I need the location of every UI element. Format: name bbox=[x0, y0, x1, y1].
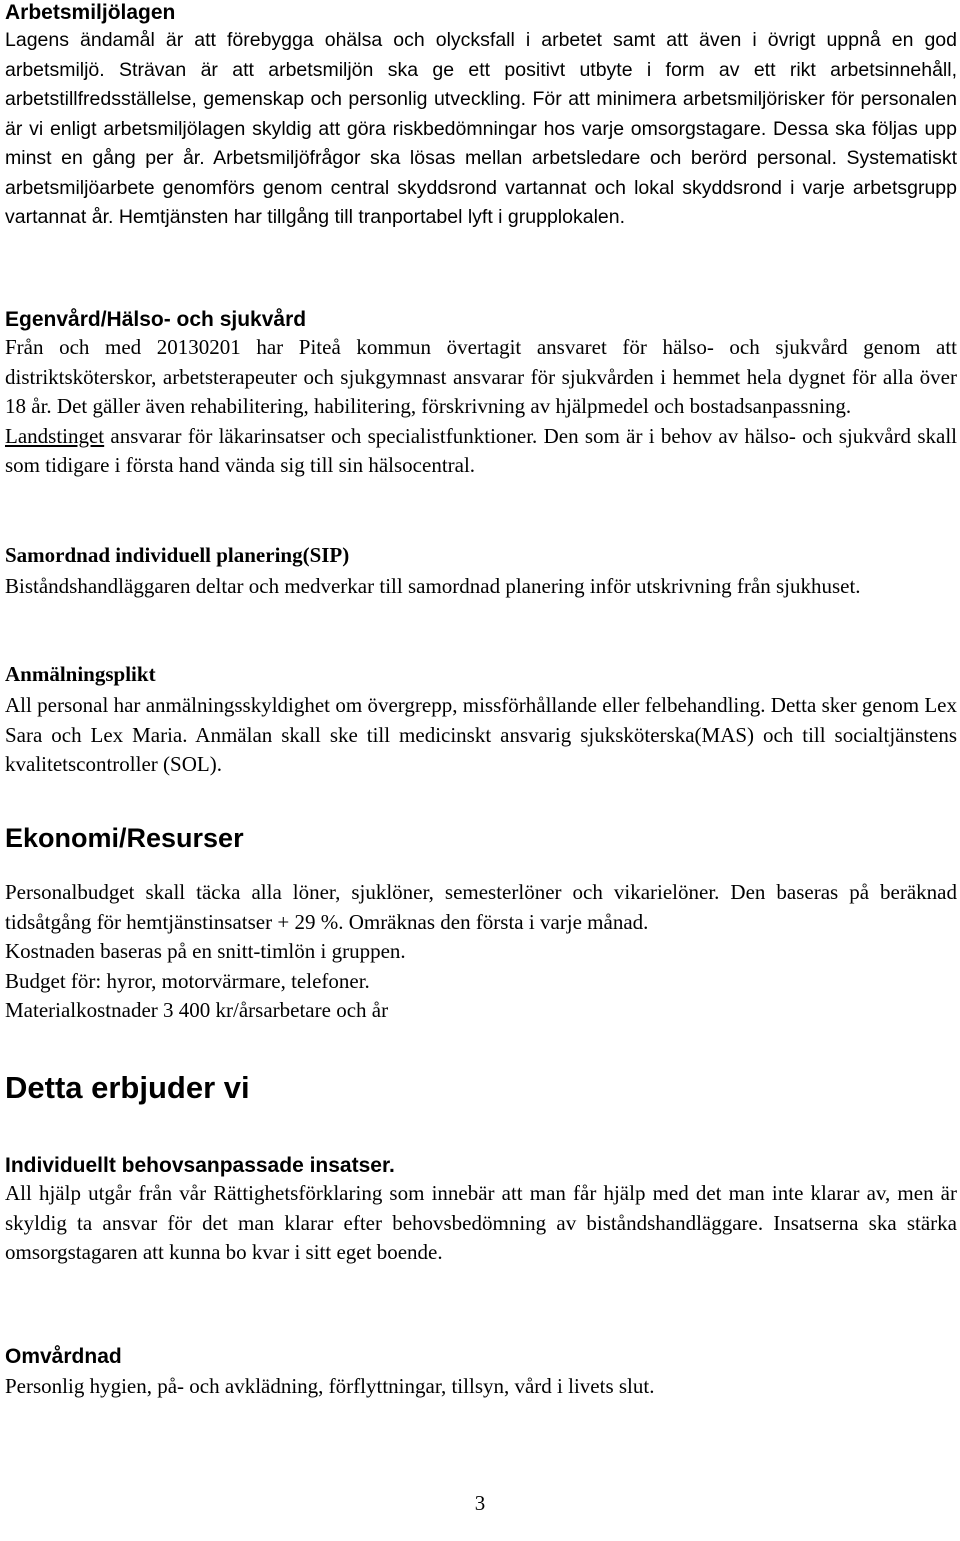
section-body: All personal har anmälningsskyldighet om övergrepp, missförhållande eller felbehandling. Detta sker genom Lex Sara och Lex Maria. Anmälan skall ske till medicinskt ansvarig sjuksköterska(MAS) och till socialtjänstens kvalitetscontroller (SOL). bbox=[5, 693, 957, 777]
section-individuellt bbox=[5, 1153, 957, 1268]
section-heading: Anmälningsplikt bbox=[5, 662, 156, 686]
section-heading: Ekonomi/Resurser bbox=[5, 823, 244, 853]
section-omvardnad bbox=[5, 1344, 957, 1402]
section-heading: Detta erbjuder vi bbox=[5, 1070, 250, 1105]
section-heading: Individuellt behovsanpassade insatser. bbox=[5, 1154, 395, 1177]
section-body-2 bbox=[5, 422, 957, 481]
landstinget-underlined: Landstinget bbox=[5, 423, 105, 448]
section-body: Personlig hygien, på- och avklädning, förflyttningar, tillsyn, vård i livets slut. bbox=[5, 1374, 655, 1398]
section-heading: Omvårdnad bbox=[5, 1345, 122, 1368]
section-body: All hjälp utgår från vår Rättighetsförklaring som innebär att man får hjälp med det man inte klarar av, men är skyldig ta ansvar för det man klarar efter behovsbedömning av biståndshandläggare. Insatserna ska stärka omsorgstagaren att kunna bo kvar i sitt eget boende. bbox=[5, 1181, 957, 1265]
section-line: Budget för: hyror, motorvärmare, telefoner. bbox=[5, 968, 370, 993]
section-egenvard bbox=[5, 307, 957, 481]
section-body: Lagens ändamål är att förebygga ohälsa och olycksfall i arbetet samt att även i övrigt uppnå en god arbetsmiljö. Strävan är att arbetsmiljön ska ge ett positivt utbyte i form av ett rikt arbetsinnehåll, arbetstillfredsställelse, gemenskap och personlig utveckling. För att minimera arbetsmiljörisker för personalen är vi enligt arbetsmiljölagen skyldig att göra riskbedömningar hos varje omsorgstagare. Dessa ska följas upp minst en gång per år. Arbetsmiljöfrågor ska lösas mellan arbetsledare och berörd personal. Systematiskt arbetsmiljöarbete genomförs genom central skyddsrond vartannat och lokal skyddsrond i varje arbetsgrupp vartannat år. Hemtjänsten har tillgång till tranportabel lyft i grupplokalen. bbox=[5, 29, 957, 228]
section-anmalningsplikt bbox=[5, 661, 957, 780]
section-sip bbox=[5, 542, 957, 602]
page-number: 3 bbox=[474, 1491, 486, 1515]
section-heading: Egenvård/Hälso- och sjukvård bbox=[5, 308, 307, 331]
section-heading: Arbetsmiljölagen bbox=[5, 1, 176, 24]
section-body: Personalbudget skall täcka alla löner, sjuklöner, semesterlöner och vikarielöner. Den baseras på beräknad tidsåtgång för hemtjänstinsatser + 29 %. Omräknas den första i varje månad. bbox=[5, 880, 957, 934]
section-body: Från och med 20130201 har Piteå kommun övertagit ansvaret för hälso- och sjukvård genom att distriktsköterskor, arbetsterapeuter och sjukgymnast ansvarar för sjukvården i hemmet hela dygnet för alla över 18 år. Det gäller även rehabilitering, habilitering, förskrivning av hjälpmedel och bostadsanpassning. bbox=[5, 335, 957, 419]
section-line: Kostnaden baseras på en snitt-timlön i gruppen. bbox=[5, 939, 406, 964]
section-body: Biståndshandläggaren deltar och medverkar till samordnad planering inför utskrivning från sjukhuset. bbox=[5, 574, 861, 598]
section-erbjuder bbox=[5, 1069, 957, 1107]
body-2-text: ansvarar för läkarinsatser och specialistfunktioner. Den som är i behov av hälso- och sjukvård skall som tidigare i första hand vända sig till sin hälsocentral. bbox=[5, 423, 957, 478]
section-ekonomi bbox=[5, 821, 957, 1026]
section-heading: Samordnad individuell planering(SIP) bbox=[5, 543, 350, 567]
section-arbetsmiljolagen bbox=[5, 0, 957, 233]
section-line: Materialkostnader 3 400 kr/årsarbetare och år bbox=[5, 998, 389, 1023]
